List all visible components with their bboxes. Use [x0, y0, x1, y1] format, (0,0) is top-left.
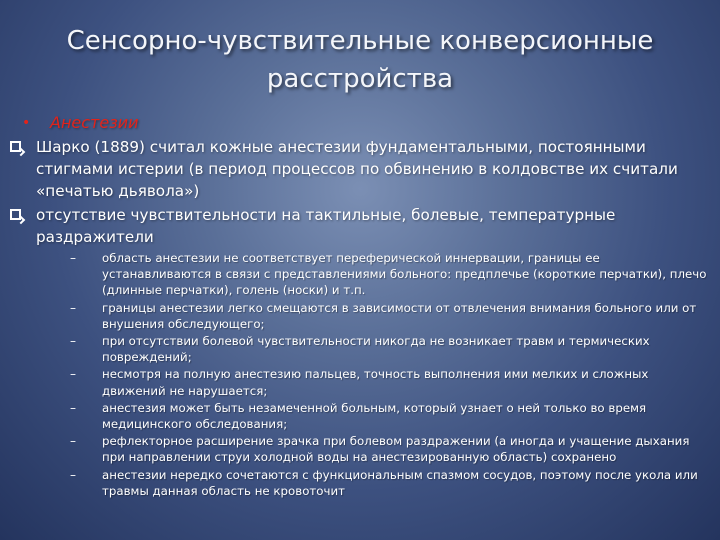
- heading-row: [8, 112, 708, 134]
- dash-icon: –: [70, 467, 76, 482]
- dash-icon: –: [70, 400, 76, 415]
- checkbox-bullet-icon: [10, 209, 21, 220]
- sub-list-item: [70, 250, 708, 299]
- sub-list-item: [70, 433, 708, 465]
- dash-icon: –: [70, 251, 76, 265]
- sub-item-text: границы анестезии легко смещаются в зависимости от отвлечения внимания больного или от внушения обследующего;: [102, 300, 697, 331]
- sub-item-text: анестезия может быть незамеченной больным, который узнает о ней только во время медицинского обследования;: [102, 400, 647, 432]
- sub-list-item: [70, 467, 708, 499]
- section-heading: Анестезии: [50, 113, 139, 132]
- sub-item-text: несмотря на полную анестезию пальцев, точность выполнения ими мелких и сложных движений не нарушается;: [102, 367, 649, 398]
- sub-list-item: [70, 366, 708, 398]
- sub-item-text: рефлекторное расширение зрачка при болевом раздражении (а иногда и учащение дыхания при направлении струи холодной воды на анестезированную область) сохранено: [102, 434, 690, 465]
- bullet-text: отсутствие чувствительности на тактильные, болевые, температурные раздражители: [36, 206, 616, 246]
- list-item: [8, 136, 708, 202]
- sub-item-text: анестезии нередко сочетаются с функциональным спазмом сосудов, поэтому после укола или травмы данная область не кровоточит: [102, 467, 698, 498]
- checkbox-bullet-icon: [10, 141, 21, 152]
- slide-content: [8, 112, 708, 500]
- dash-icon: –: [70, 434, 76, 449]
- slide-title: Сенсорно-чувствительные конверсионные расстройства: [66, 26, 654, 94]
- bullet-text: Шарко (1889) считал кожные анестезии фундаментальными, постоянными стигмами истерии (в период процессов по обвинению в колдовстве их считали «печатью дьявола»): [36, 138, 678, 200]
- sub-list-item: [70, 300, 708, 332]
- sub-list: [70, 250, 708, 499]
- dash-icon: –: [70, 300, 76, 315]
- sub-list-item: [70, 400, 708, 432]
- sub-item-text: область анестезии не соответствует переферической иннервации, границы ее устанавливаются в связи с представлениями больного: предплечье (короткие перчатки), плечо (длинные перчатки), голень (носки) и т.п.: [102, 251, 707, 298]
- dash-icon: –: [70, 334, 76, 349]
- sub-item-text: при отсутствии болевой чувствительности никогда не возникает травм и термических повреждений;: [102, 334, 650, 365]
- list-item: [8, 204, 708, 248]
- sub-list-item: [70, 333, 708, 365]
- dash-icon: –: [70, 367, 76, 382]
- bullet-dot-icon: •: [22, 115, 31, 131]
